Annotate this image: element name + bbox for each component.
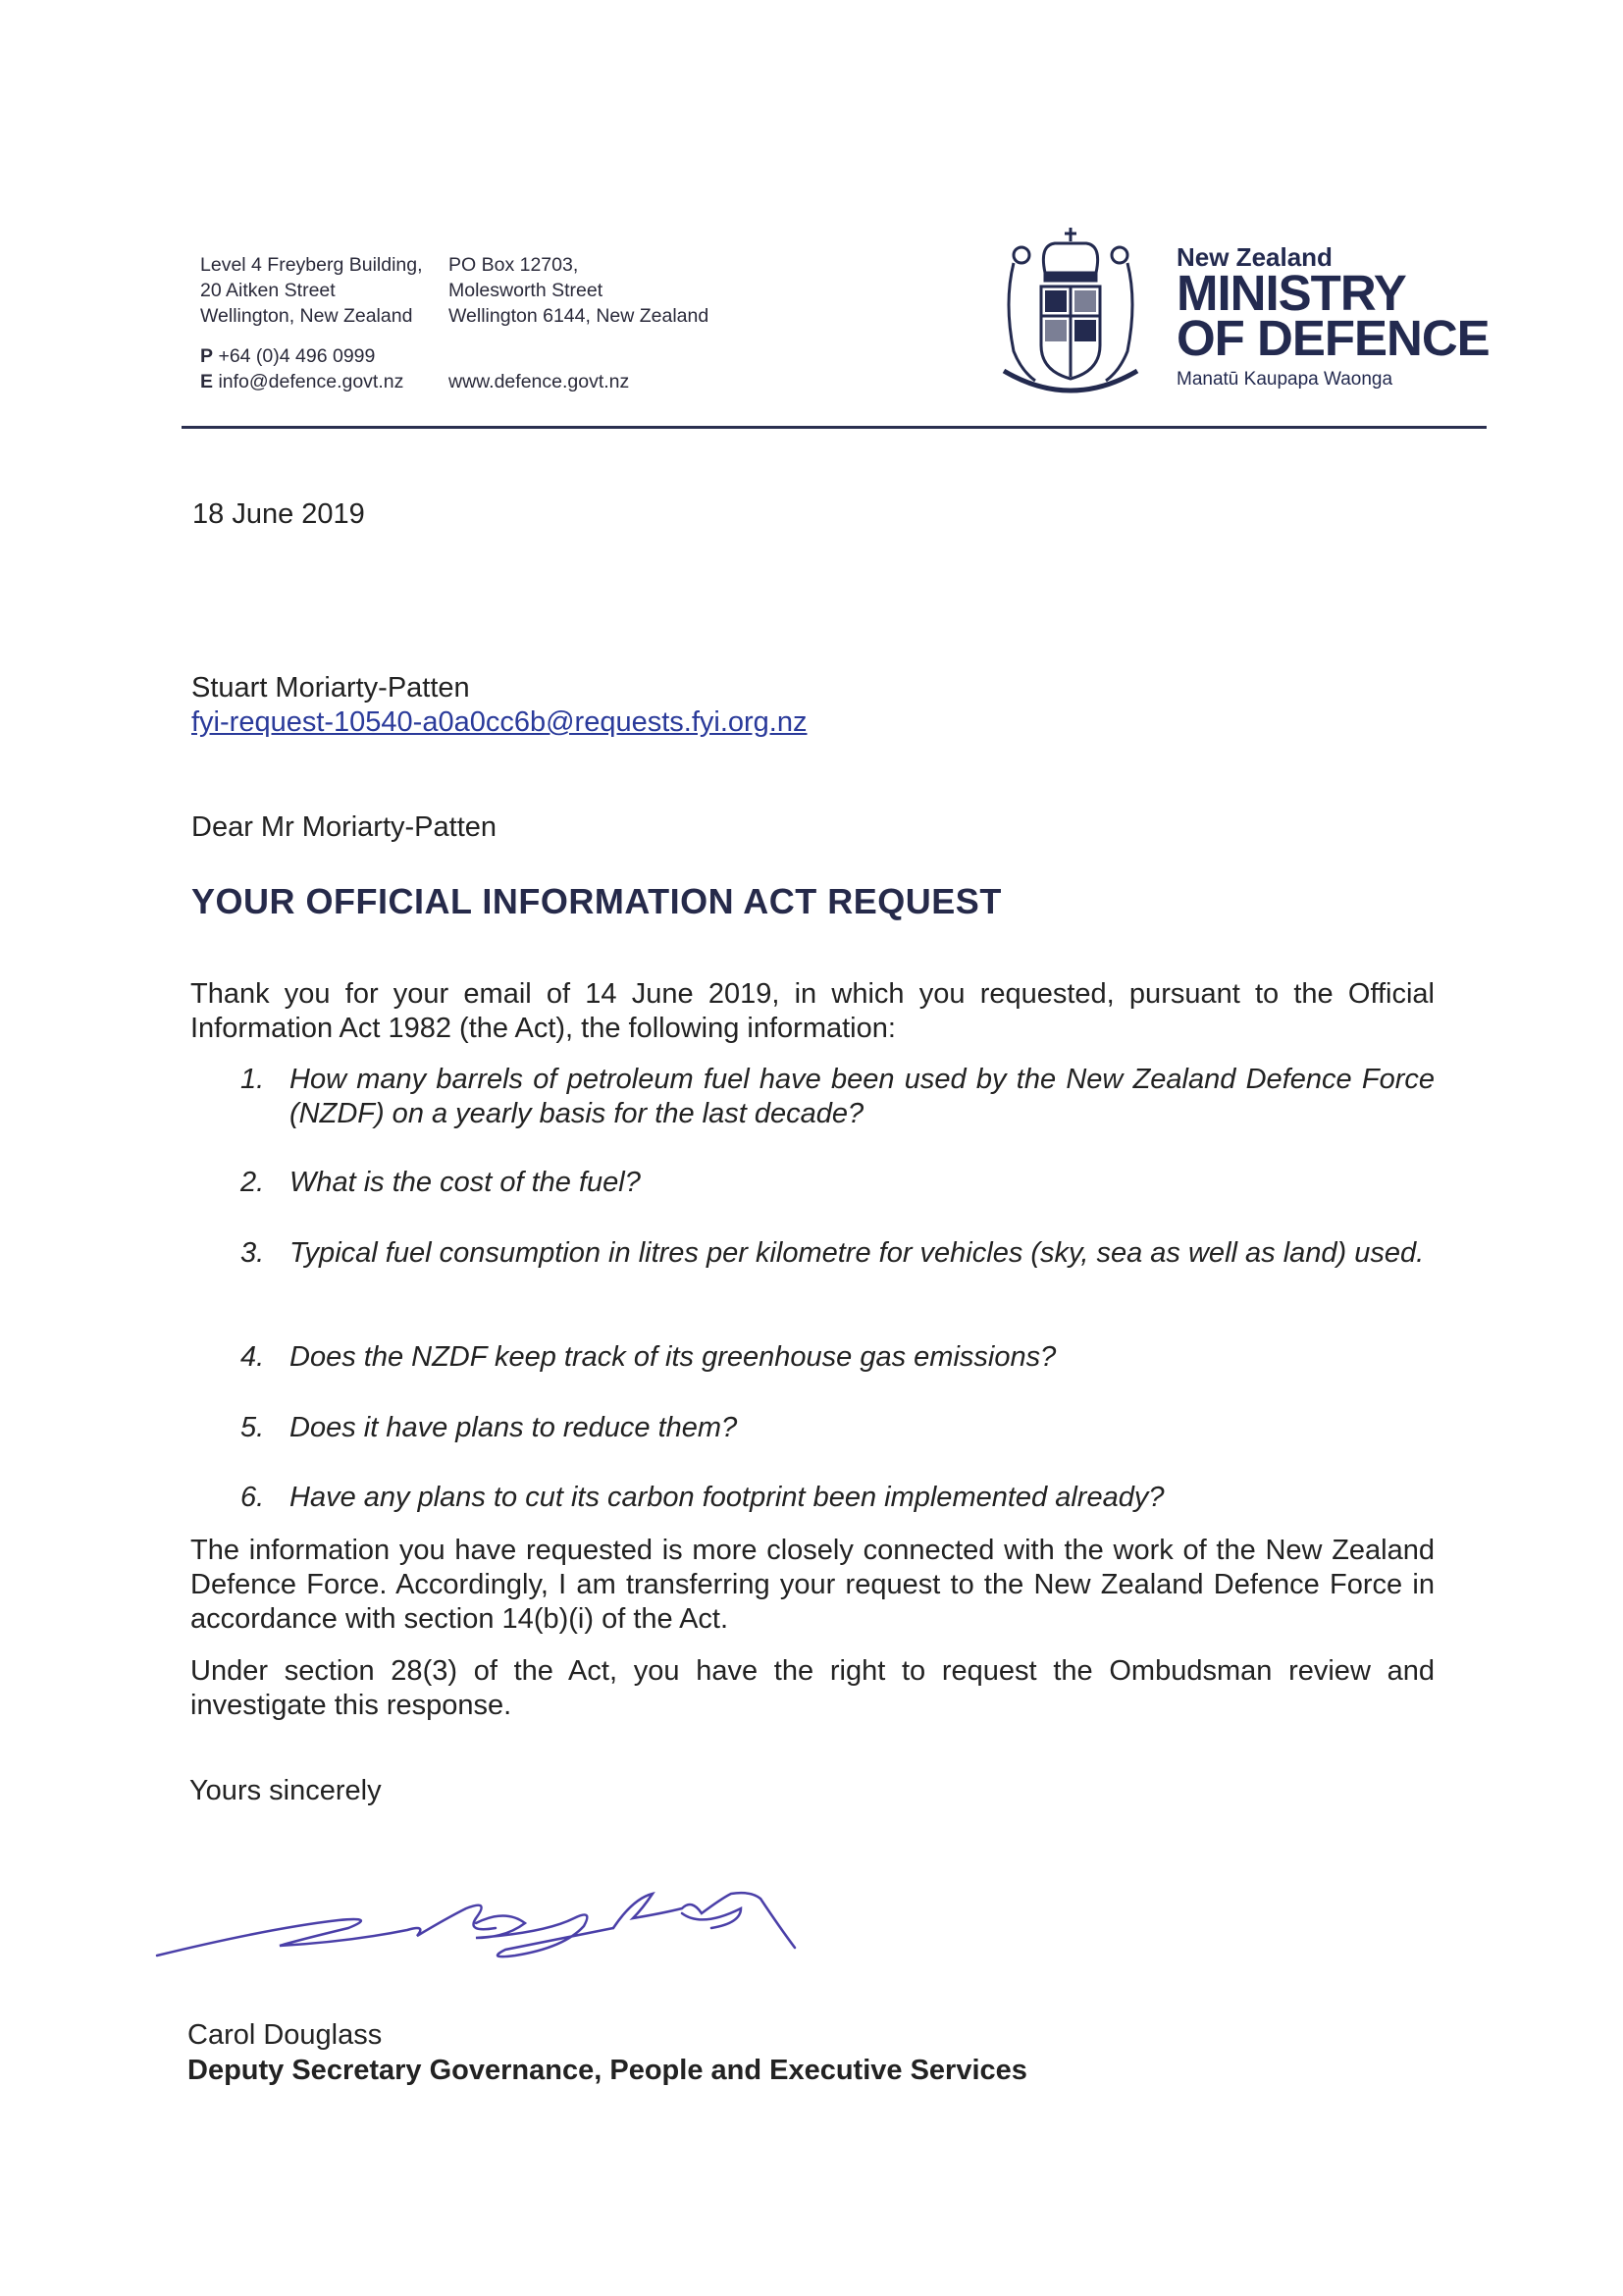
item-number: 1. [240, 1064, 265, 1095]
request-item [240, 1411, 1435, 1445]
item-text: Does it have plans to reduce them? [289, 1412, 738, 1443]
item-number: 2. [240, 1167, 265, 1198]
closing: Yours sincerely [189, 1775, 382, 1806]
brand-wordmark [1177, 243, 1490, 392]
transfer-paragraph: The information you have requested is more closely connected with the work of the New Zealand Defence Force. Accordingly, I am transferring your request to the New Zealand Defence Force in accordance with section 14(b)(i) of the Act. [190, 1535, 1435, 1635]
phone-label: P [200, 345, 214, 367]
header-divider [182, 426, 1487, 429]
signature [152, 1879, 839, 1977]
request-item [240, 1340, 1435, 1375]
item-text: Typical fuel consumption in litres per kilometre for vehicles (sky, sea as well as land) used. [289, 1237, 1425, 1269]
review-paragraph: Under section 28(3) of the Act, you have the right to request the Ombudsman review and investigate this response. [190, 1655, 1435, 1721]
letter-heading: YOUR OFFICIAL INFORMATION ACT REQUEST [191, 881, 1002, 921]
phone-number: +64 (0)4 496 0999 [218, 345, 376, 367]
brand-line-2: OF DEFENCE [1177, 310, 1490, 366]
address-line: Molesworth Street [448, 280, 603, 301]
item-number: 6. [240, 1482, 265, 1513]
recipient-name: Stuart Moriarty-Patten [191, 672, 470, 704]
item-text: Does the NZDF keep track of its greenhouse gas emissions? [289, 1341, 1057, 1373]
item-text: How many barrels of petroleum fuel have been used by the New Zealand Defence Force (NZDF) on a yearly basis for the last decade? [289, 1064, 1435, 1129]
intro-paragraph: Thank you for your email of 14 June 2019, in which you requested, pursuant to the Official Information Act 1982 (the Act), the following information: [190, 978, 1435, 1044]
website: www.defence.govt.nz [448, 371, 630, 392]
signatory-title: Deputy Secretary Governance, People and Executive Services [187, 2055, 1027, 2086]
email-address: info@defence.govt.nz [218, 371, 404, 392]
address-line: Wellington, New Zealand [200, 305, 413, 327]
address-line: Wellington 6144, New Zealand [448, 305, 709, 327]
request-item [240, 1236, 1435, 1271]
item-number: 5. [240, 1412, 265, 1443]
email-label: E [200, 371, 214, 392]
brand-country: New Zealand [1177, 242, 1333, 272]
request-item [240, 1166, 1435, 1200]
request-item [240, 1481, 1435, 1515]
address-line: PO Box 12703, [448, 254, 579, 276]
contact-block [200, 343, 403, 394]
letter-date: 18 June 2019 [192, 498, 365, 530]
brand-maori: Manatū Kaupapa Waonga [1177, 369, 1393, 390]
item-number: 4. [240, 1341, 265, 1373]
recipient-email-link[interactable]: fyi-request-10540-a0a0cc6b@requests.fyi.org.nz [191, 706, 808, 738]
address-line: Level 4 Freyberg Building, [200, 254, 423, 276]
brand-line-1: MINISTRY [1177, 265, 1406, 321]
address-physical [200, 252, 423, 329]
coat-of-arms-logo [984, 224, 1157, 394]
request-item [240, 1063, 1435, 1131]
address-line: 20 Aitken Street [200, 280, 336, 301]
phone-line [200, 343, 403, 369]
email-line [200, 369, 403, 394]
item-text: What is the cost of the fuel? [289, 1167, 641, 1198]
salutation: Dear Mr Moriarty-Patten [191, 811, 497, 843]
address-postal [448, 252, 708, 329]
item-number: 3. [240, 1237, 265, 1269]
signatory-name: Carol Douglass [187, 2019, 383, 2051]
item-text: Have any plans to cut its carbon footprint been implemented already? [289, 1482, 1165, 1513]
